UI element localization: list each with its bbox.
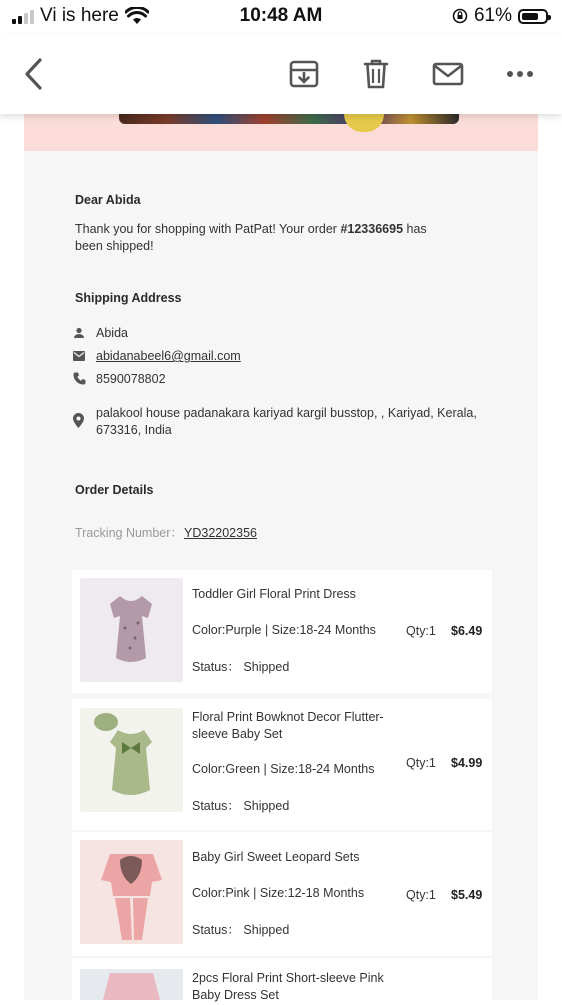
person-icon [73, 327, 85, 339]
envelope-icon [73, 351, 85, 361]
mail-toolbar [0, 34, 562, 114]
delete-button[interactable] [356, 54, 396, 94]
recipient-phone: 8590078802 [96, 372, 166, 386]
mail-icon [432, 62, 464, 86]
carrier-label: Vi is here [40, 5, 119, 26]
product-name: Baby Girl Sweet Leopard Sets [192, 850, 360, 864]
order-message-line2: been shipped! [75, 239, 154, 253]
product-name-line2: Baby Dress Set [192, 988, 279, 1002]
product-price: $6.49 [451, 624, 483, 638]
product-price: $5.49 [451, 888, 483, 902]
greeting: Dear Abida [75, 193, 141, 207]
leopard-set-graphic [80, 840, 183, 944]
reply-mail-button[interactable] [428, 54, 468, 94]
more-icon [506, 70, 534, 78]
product-status: Status： Shipped [192, 660, 290, 674]
baby-set-graphic [80, 708, 183, 812]
shipping-address-title: Shipping Address [75, 291, 182, 305]
product-quantity: Qty:1 [406, 888, 436, 902]
clock: 10:48 AM [239, 5, 323, 26]
trash-icon [363, 59, 389, 89]
order-item[interactable] [72, 570, 492, 693]
recipient-email-link[interactable]: abidanabeel6@gmail.com [96, 349, 241, 363]
product-attributes: Color:Purple | Size:18-24 Months [192, 623, 376, 637]
product-quantity: Qty:1 [406, 756, 436, 770]
order-message-suffix: has [403, 222, 427, 236]
product-name-line1: Floral Print Bowknot Decor Flutter- [192, 710, 384, 724]
product-image [80, 708, 183, 812]
banner-books-graphic [119, 114, 459, 124]
banner-toy-graphic [344, 114, 384, 132]
archive-icon [289, 59, 319, 89]
phone-icon [73, 372, 86, 385]
archive-button[interactable] [284, 54, 324, 94]
product-name [192, 970, 384, 1004]
product-status: Status： Shipped [192, 799, 290, 813]
tracking-number-link[interactable]: YD32202356 [184, 526, 257, 540]
order-message [75, 221, 475, 255]
more-button[interactable] [500, 54, 540, 94]
order-number: #12336695 [340, 222, 404, 236]
status-bar [0, 0, 562, 34]
shipping-address [96, 405, 516, 439]
product-price: $4.99 [451, 756, 483, 770]
order-item[interactable] [72, 958, 492, 1000]
back-button[interactable] [14, 54, 54, 94]
product-image [80, 840, 183, 944]
chevron-left-icon [22, 57, 46, 91]
product-name [192, 709, 384, 743]
promo-banner-image [24, 114, 538, 151]
pink-dress-graphic [80, 969, 183, 1000]
order-details-title: Order Details [75, 483, 154, 497]
order-item[interactable] [72, 832, 492, 956]
product-image [80, 578, 183, 682]
product-name-line1: 2pcs Floral Print Short-sleeve Pink [192, 971, 384, 985]
orientation-lock-icon [452, 8, 468, 24]
product-name-line2: sleeve Baby Set [192, 727, 283, 741]
product-image [80, 969, 183, 1000]
order-message-prefix: Thank you for shopping with PatPat! Your order [75, 222, 341, 236]
product-attributes: Color:Pink | Size:12-18 Months [192, 886, 365, 900]
address-line2: 673316, India [96, 423, 172, 437]
product-attributes: Color:Green | Size:18-24 Months [192, 762, 375, 776]
battery-percent: 61% [473, 5, 512, 26]
product-quantity: Qty:1 [406, 624, 436, 638]
dress-graphic [80, 578, 183, 682]
address-line1: palakool house padanakara kariyad kargil busstop, , Kariyad, Kerala, [96, 406, 477, 420]
battery-icon [518, 9, 548, 24]
recipient-name: Abida [96, 326, 128, 340]
tracking-label: Tracking Number： [75, 526, 183, 540]
battery-group [452, 5, 548, 27]
location-pin-icon [73, 413, 84, 428]
product-name: Toddler Girl Floral Print Dress [192, 587, 356, 601]
product-status: Status： Shipped [192, 923, 290, 937]
order-item[interactable] [72, 699, 492, 830]
